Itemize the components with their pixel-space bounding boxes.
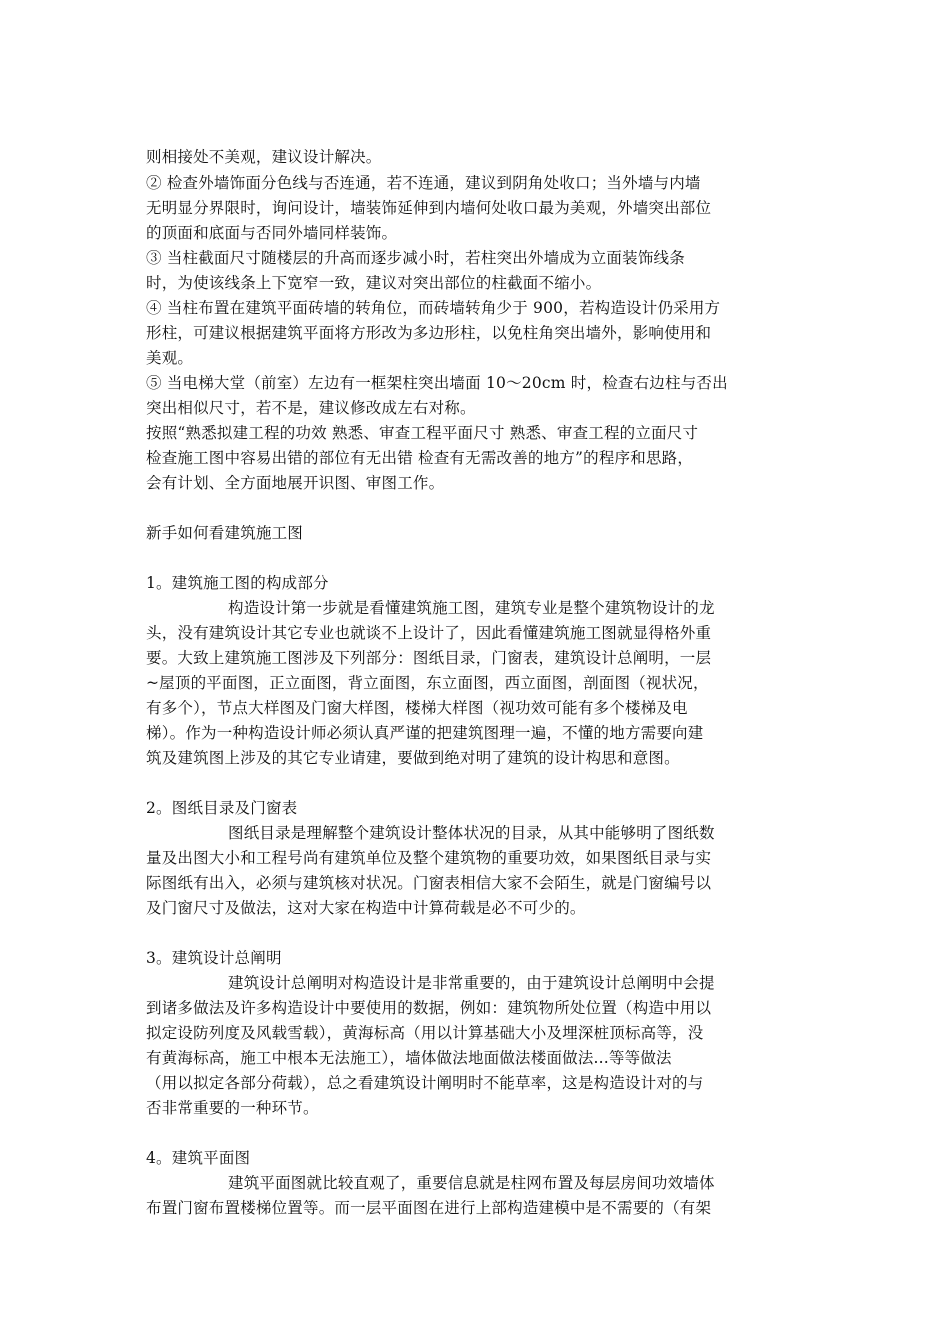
text-line: 检查施工图中容易出错的部位有无出错 检查有无需改善的地方”的程序和思路， [146,449,694,467]
text-line: 按照“熟悉拟建工程的功效 熟悉、审查工程平面尺寸 熟悉、审查工程的立面尺寸 [146,424,699,442]
section-heading: 2。图纸目录及门窗表 [146,799,298,817]
text-line: 否非常重要的一种环节。 [146,1099,319,1117]
section-heading: 3。建筑设计总阐明 [146,949,282,967]
text-line: ⑤ 当电梯大堂（前室）左边有一框架柱突出墙面 10～20cm 时，检查右边柱与否出 [146,374,728,392]
text-line: 际图纸有出入，必须与建筑核对状况。门窗表相信大家不会陌生，就是门窗编号以 [146,874,712,892]
text-line: 筑及建筑图上涉及的其它专业请建，要做到绝对明了建筑的设计构思和意图。 [146,749,680,767]
text-line: 突出相似尺寸，若不是，建议修改成左右对称。 [146,399,476,417]
text-line: 美观。 [146,349,194,367]
text-line: 建筑设计总阐明对构造设计是非常重要的，由于建筑设计总阐明中会提 [228,974,715,992]
text-line: 会有计划、全方面地展开识图、审图工作。 [146,474,445,492]
text-line: 及门窗尺寸及做法，这对大家在构造中计算荷载是必不可少的。 [146,899,586,917]
section-heading: 新手如何看建筑施工图 [146,524,304,542]
text-line: 有多个），节点大样图及门窗大样图，楼梯大样图（视功效可能有多个楼梯及电 [146,699,688,717]
text-line: ③ 当柱截面尺寸随楼层的升高而逐步减小时，若柱突出外墙成为立面装饰线条 [146,249,685,267]
text-line: 拟定设防列度及风载雪载），黄海标高（用以计算基础大小及埋深桩顶标高等，没 [146,1024,704,1042]
text-line: 则相接处不美观，建议设计解决。 [146,148,382,166]
text-line: 时，为使该线条上下宽窄一致，建议对突出部位的柱截面不缩小。 [146,274,602,292]
text-line: ~屋顶的平面图，正立面图，背立面图，东立面图，西立面图，剖面图（视状况， [146,674,709,692]
text-line: 到诸多做法及许多构造设计中要使用的数据，例如：建筑物所处位置（构造中用以 [146,999,712,1017]
section-heading: 4。建筑平面图 [146,1149,251,1167]
text-line: 头，没有建筑设计其它专业也就谈不上设计了，因此看懂建筑施工图就显得格外重 [146,624,712,642]
text-line: 梯）。作为一种构造设计师必须认真严谨的把建筑图理一遍，不懂的地方需要向建 [146,724,704,742]
section-heading: 1。建筑施工图的构成部分 [146,574,329,592]
text-line: （用以拟定各部分荷载），总之看建筑设计阐明时不能草率，这是构造设计对的与 [146,1074,704,1092]
text-line: 建筑平面图就比较直观了，重要信息就是柱网布置及每层房间功效墙体 [228,1174,715,1192]
text-line: 布置门窗布置楼梯位置等。而一层平面图在进行上部构造建模中是不需要的（有架 [146,1199,712,1217]
text-line: 图纸目录是理解整个建筑设计整体状况的目录，从其中能够明了图纸数 [228,824,715,842]
text-line: 形柱，可建议根据建筑平面将方形改为多边形柱，以免柱角突出墙外，影响使用和 [146,324,712,342]
text-line: 有黄海标高，施工中根本无法施工），墙体做法地面做法楼面做法...等等做法 [146,1049,672,1067]
text-line: 构造设计第一步就是看懂建筑施工图，建筑专业是整个建筑物设计的龙 [228,599,715,617]
text-line: 要。大致上建筑施工图涉及下列部分：图纸目录，门窗表，建筑设计总阐明，一层 [146,649,712,667]
text-line: 量及出图大小和工程号尚有建筑单位及整个建筑物的重要功效，如果图纸目录与实 [146,849,712,867]
text-line: 无明显分界限时，询问设计，墙装饰延伸到内墙何处收口最为美观，外墙突出部位 [146,199,712,217]
text-line: 的顶面和底面与否同外墙同样装饰。 [146,224,398,242]
text-line: ④ 当柱布置在建筑平面砖墙的转角位，而砖墙转角少于 900，若构造设计仍采用方 [146,299,721,317]
text-line: ② 检查外墙饰面分色线与否连通，若不连通，建议到阴角处收口；当外墙与内墙 [146,174,701,192]
